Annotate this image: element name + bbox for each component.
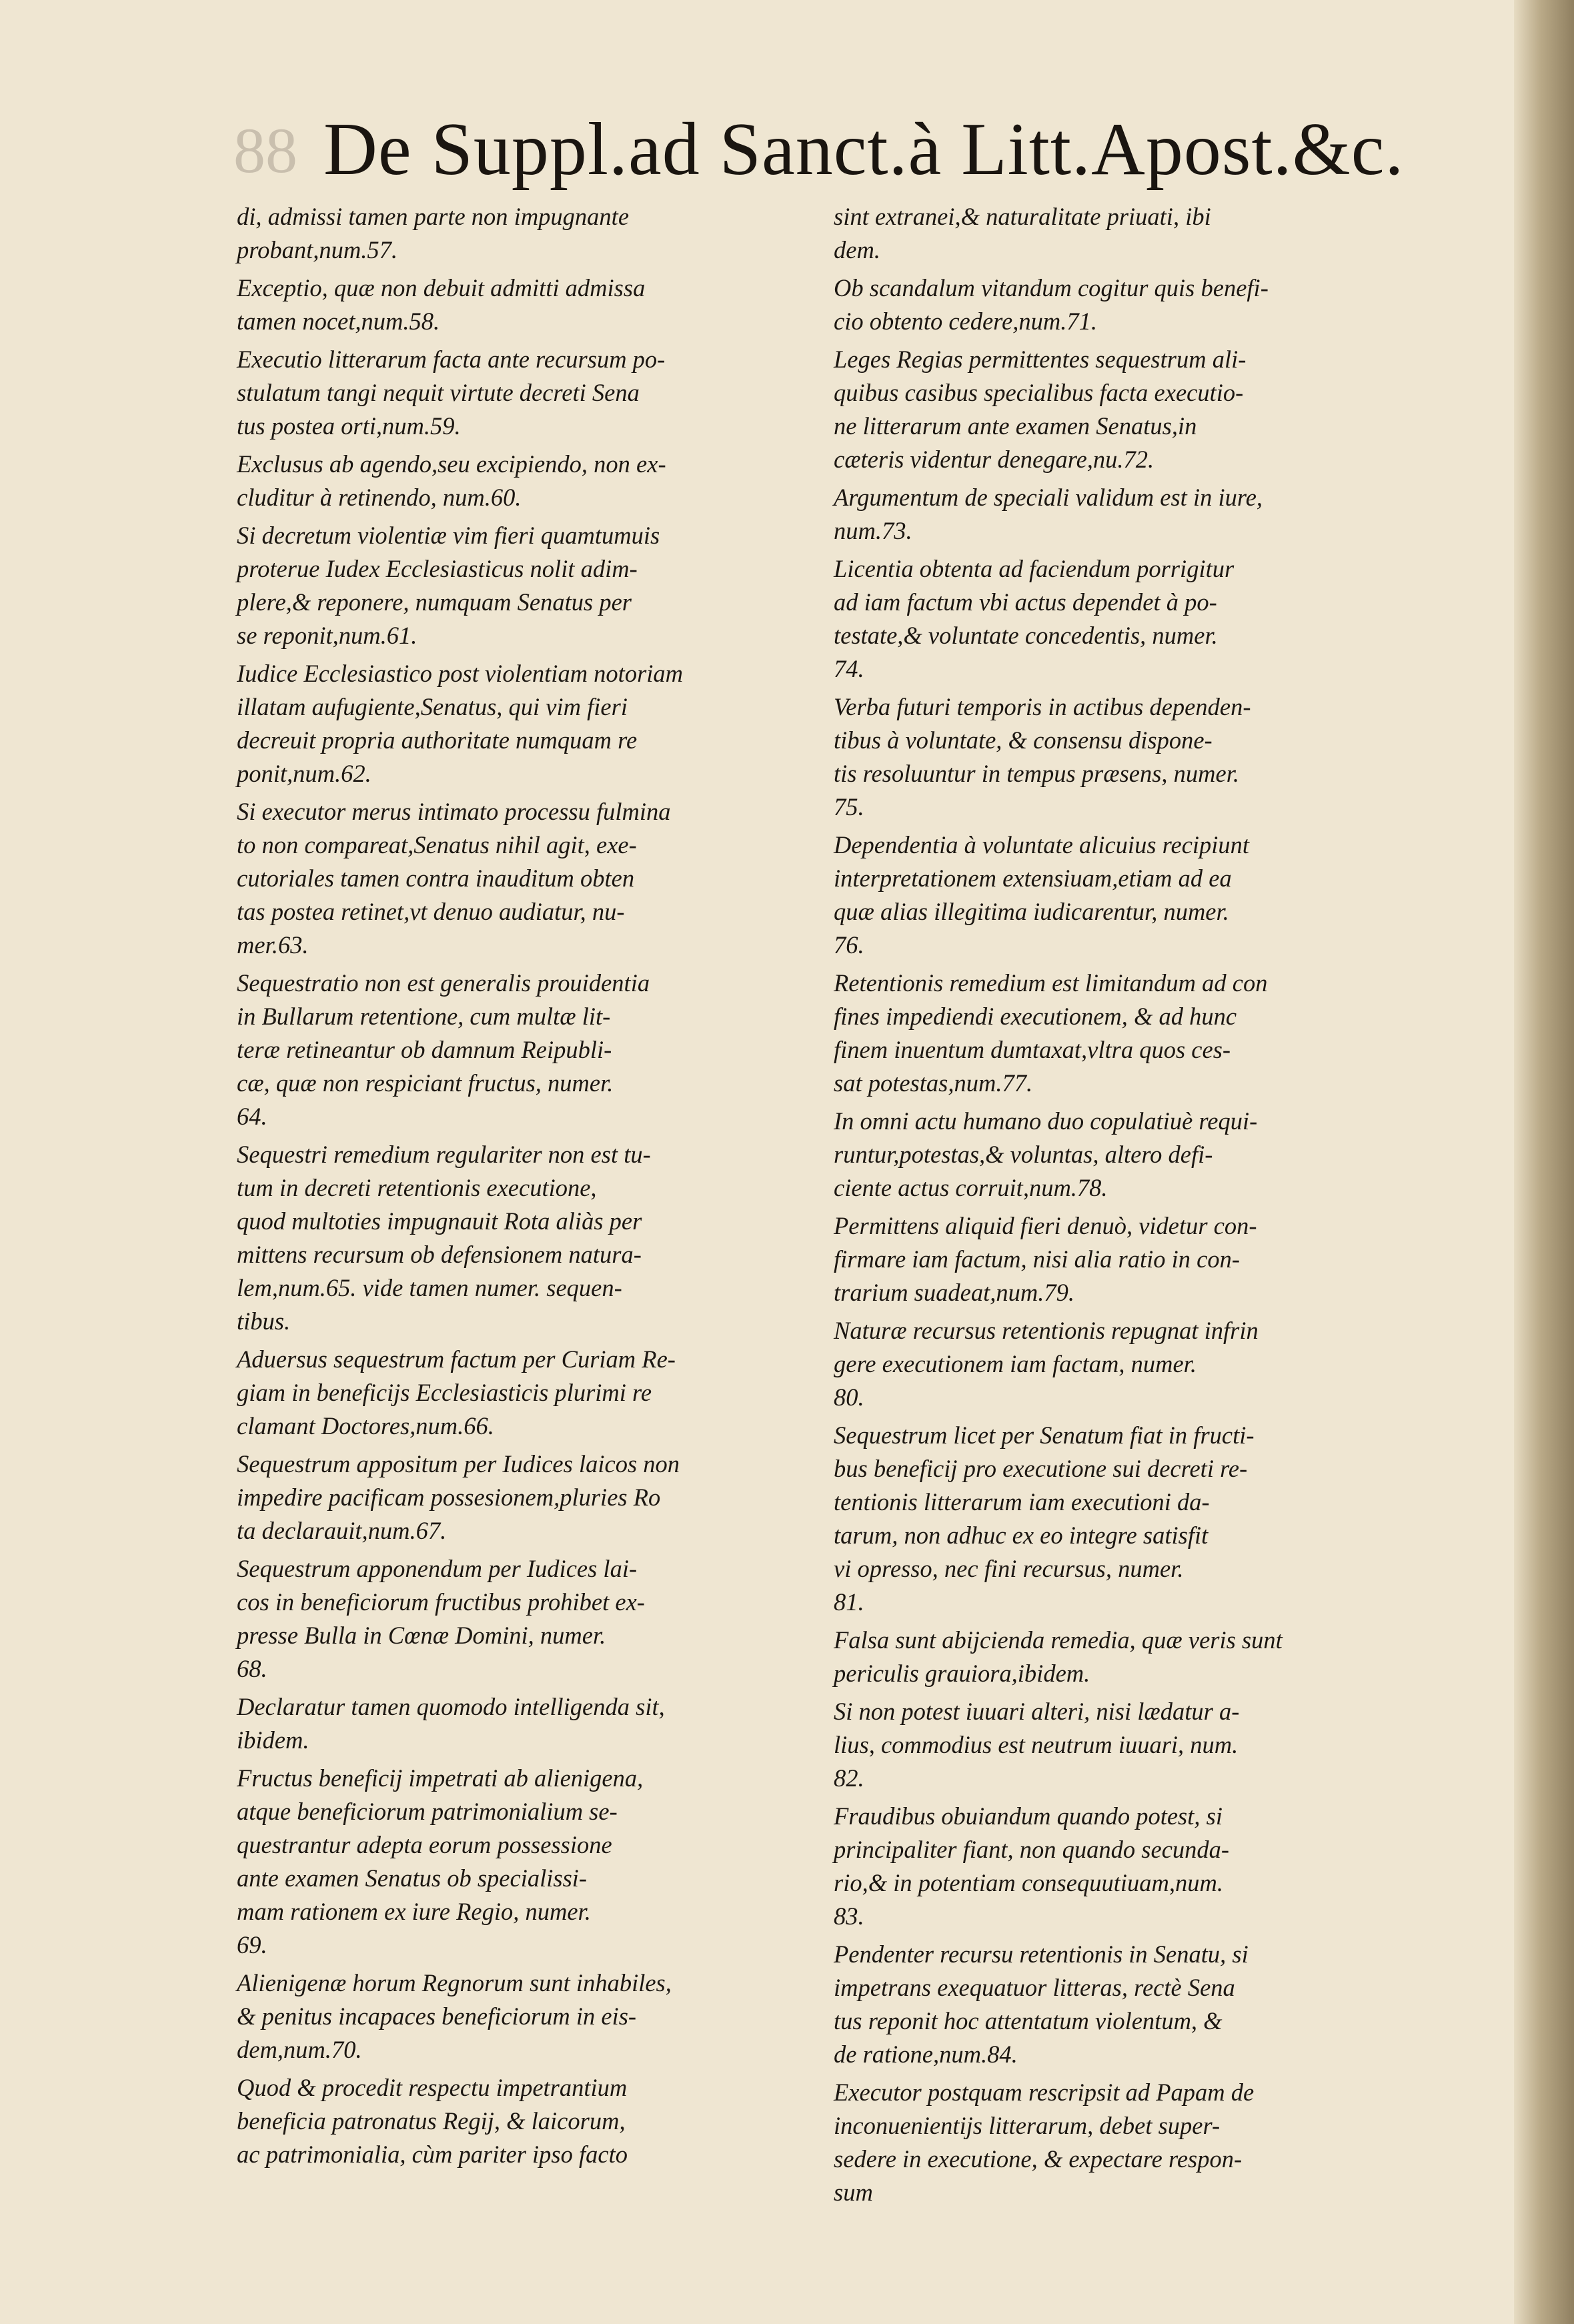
index-entry	[834, 1800, 1407, 1933]
index-entry-line: bus beneficij pro executione sui decreti re-	[834, 1455, 1248, 1482]
index-entry	[237, 1966, 810, 2067]
index-entry-line: Si executor merus intimato processu fulmina	[237, 798, 671, 825]
index-entry-line: giam in beneficijs Ecclesiasticis plurimi re	[237, 1379, 652, 1406]
index-entry-line: interpretationem extensiuam,etiam ad ea	[834, 864, 1232, 892]
index-entry-line: ponit,num.62.	[237, 760, 371, 787]
index-entry-line: Sequestri remedium regulariter non est tu-	[237, 1141, 651, 1168]
index-entry	[237, 657, 810, 790]
index-entry	[834, 200, 1407, 267]
page-number: 88	[233, 115, 297, 186]
index-entry-line: cæ, quæ non respiciant fructus, numer.	[237, 1069, 614, 1097]
index-entry-line: 75.	[834, 793, 864, 820]
index-entry-line: cos in beneficiorum fructibus prohibet ex-	[237, 1588, 645, 1616]
index-entry-line: quod multoties impugnauit Rota aliàs per	[237, 1207, 642, 1235]
index-entry	[834, 481, 1407, 548]
index-entry	[237, 1552, 810, 1686]
index-entry-line: tamen nocet,num.58.	[237, 308, 440, 335]
index-entry-line: 74.	[834, 655, 864, 682]
index-entry	[834, 1419, 1407, 1619]
index-entry	[834, 2076, 1407, 2209]
index-entry-line: Verba futuri temporis in actibus dependen-	[834, 693, 1251, 720]
index-entry-line: cluditur à retinendo, num.60.	[237, 484, 522, 511]
index-entry-line: Sequestrum licet per Senatum fiat in fructi-	[834, 1421, 1255, 1449]
index-entry-line: ne litterarum ante examen Senatus,in	[834, 412, 1197, 440]
index-entry-line: tas postea retinet,vt denuo audiatur, nu-	[237, 898, 625, 925]
index-entry-line: cio obtento cedere,num.71.	[834, 308, 1097, 335]
index-entry-line: inconuenientijs litterarum, debet super-	[834, 2112, 1221, 2139]
index-entry-line: Dependentia à voluntate alicuius recipiunt	[834, 831, 1250, 858]
index-entry-line: 68.	[237, 1655, 267, 1682]
index-entry-line: testate,& voluntate concedentis, numer.	[834, 622, 1218, 649]
index-entry-line: Executio litterarum facta ante recursum po-	[237, 346, 666, 373]
index-entry-line: stulatum tangi nequit virtute decreti Sena	[237, 379, 640, 406]
index-entry-line: ciente actus corruit,num.78.	[834, 1174, 1108, 1201]
index-entry-line: probant,num.57.	[237, 236, 398, 263]
index-entry	[237, 2071, 810, 2171]
index-entry-line: 80.	[834, 1383, 864, 1411]
index-entry-line: mittens recursum ob defensionem natura-	[237, 1241, 642, 1268]
index-entry-line: periculis grauiora,ibidem.	[834, 1660, 1090, 1687]
index-entry-line: Leges Regias permittentes sequestrum ali-	[834, 346, 1247, 373]
index-entry	[237, 343, 810, 443]
index-entry-line: teræ retineantur ob damnum Reipubli-	[237, 1036, 612, 1063]
index-entry-line: Pendenter recursu retentionis in Senatu, si	[834, 1940, 1249, 1968]
index-entry-line: clamant Doctores,num.66.	[237, 1412, 494, 1439]
index-entry-line: se reponit,num.61.	[237, 622, 418, 649]
index-entry-line: plere,& reponere, numquam Senatus per	[237, 588, 632, 616]
index-entry-line: Permittens aliquid fieri denuò, videtur con-	[834, 1212, 1257, 1239]
index-entry	[834, 1209, 1407, 1309]
index-entry-line: Licentia obtenta ad faciendum porrigitur	[834, 555, 1235, 582]
index-entry	[834, 828, 1407, 962]
index-entry-line: tibus à voluntate, & consensu dispone-	[834, 726, 1213, 754]
index-entry	[834, 967, 1407, 1100]
index-entry-line: Sequestratio non est generalis prouidentia	[237, 969, 650, 997]
index-entry-line: ad iam factum vbi actus dependet à po-	[834, 588, 1217, 616]
index-entry-line: tibus.	[237, 1307, 291, 1335]
index-entry-line: Declaratur tamen quomodo intelligenda sit,	[237, 1693, 665, 1720]
index-entry-line: Quod & procedit respectu impetrantium	[237, 2074, 628, 2101]
index-entry-line: Fructus beneficij impetrati ab alienigena,	[237, 1764, 644, 1792]
index-entry-line: Exceptio, quæ non debuit admitti admissa	[237, 274, 646, 302]
index-entry	[834, 552, 1407, 686]
index-entry-line: questrantur adepta eorum possessione	[237, 1831, 612, 1858]
index-entry-line: presse Bulla in Cœnæ Domini, numer.	[237, 1622, 606, 1649]
index-entry-line: rio,& in potentiam consequutiuam,num.	[834, 1869, 1223, 1896]
index-entry-line: Si non potest iuuari alteri, nisi lædatur a-	[834, 1698, 1240, 1725]
index-entry-line: sum	[834, 2179, 873, 2206]
index-entry-line: Falsa sunt abijcienda remedia, quæ veris sunt	[834, 1626, 1283, 1654]
index-entry	[237, 1343, 810, 1443]
index-entry-line: ante examen Senatus ob specialissi-	[237, 1864, 588, 1892]
index-entry	[834, 1695, 1407, 1795]
index-entry-line: Exclusus ab agendo,seu excipiendo, non ex-	[237, 450, 666, 478]
index-entry-line: num.73.	[834, 517, 912, 544]
index-entry-line: Retentionis remedium est limitandum ad con	[834, 969, 1268, 997]
index-entry-line: ibidem.	[237, 1726, 309, 1754]
index-entry-line: in Bullarum retentione, cum multæ lit-	[237, 1003, 611, 1030]
index-entry-line: lem,num.65. vide tamen numer. sequen-	[237, 1274, 622, 1301]
index-entry-line: tus postea orti,num.59.	[237, 412, 461, 440]
index-entry	[237, 1447, 810, 1548]
index-entry-line: dem,num.70.	[237, 2036, 362, 2063]
index-entry-line: mer.63.	[237, 931, 309, 959]
index-entry	[237, 519, 810, 652]
index-entry-line: cæteris videntur denegare,nu.72.	[834, 446, 1154, 473]
index-entry	[237, 271, 810, 338]
index-entry	[237, 1762, 810, 1962]
index-entry	[834, 1314, 1407, 1414]
index-entry-line: beneficia patronatus Regij, & laicorum,	[237, 2107, 626, 2135]
page-edge-shadow	[1514, 0, 1574, 2324]
index-column-right	[834, 200, 1407, 2214]
index-entry-line: de ratione,num.84.	[834, 2041, 1018, 2068]
index-entry	[834, 1938, 1407, 2071]
index-entry-line: cutoriales tamen contra inauditum obten	[237, 864, 635, 892]
index-entry	[237, 200, 810, 267]
index-entry-line: mam rationem ex iure Regio, numer.	[237, 1898, 591, 1925]
index-entry-line: 76.	[834, 931, 864, 959]
index-entry-line: finem inuentum dumtaxat,vltra quos ces-	[834, 1036, 1231, 1063]
index-entry	[834, 343, 1407, 476]
index-entry-line: Naturæ recursus retentionis repugnat infrin	[834, 1317, 1259, 1344]
index-entry-line: tis resoluuntur in tempus præsens, numer.	[834, 760, 1240, 787]
index-entry-line: quibus casibus specialibus facta executio-	[834, 379, 1244, 406]
index-entry-line: lius, commodius est neutrum iuuari, num.	[834, 1731, 1239, 1758]
index-entry	[834, 271, 1407, 338]
index-entry-line: impedire pacificam possesionem,pluries Ro	[237, 1484, 661, 1511]
index-entry	[237, 795, 810, 962]
index-entry-line: dem.	[834, 236, 880, 263]
index-entry-line: impetrans exequatuor litteras, rectè Sena	[834, 1974, 1235, 2001]
index-entry-line: proterue Iudex Ecclesiasticus nolit adim-	[237, 555, 638, 582]
index-entry-line: 64.	[237, 1103, 267, 1130]
index-entry-line: tum in decreti retentionis executione,	[237, 1174, 597, 1201]
index-entry-line: Executor postquam rescripsit ad Papam de	[834, 2079, 1255, 2106]
index-entry	[237, 1690, 810, 1757]
index-entry-line: 69.	[237, 1931, 267, 1958]
index-entry-line: Alienigenæ horum Regnorum sunt inhabiles,	[237, 1969, 672, 1996]
index-entry	[237, 967, 810, 1133]
index-entry-line: Iudice Ecclesiastico post violentiam notoriam	[237, 660, 684, 687]
index-entry-line: trarium suadeat,num.79.	[834, 1279, 1074, 1306]
index-entry-line: In omni actu humano duo copulatiuè requi-	[834, 1107, 1258, 1135]
index-entry-line: gere executionem iam factam, numer.	[834, 1350, 1197, 1377]
index-entry-line: principaliter fiant, non quando secunda-	[834, 1836, 1230, 1863]
index-entry-line: decreuit propria authoritate numquam re	[237, 726, 638, 754]
running-title: De Suppl.ad Sanct.à Litt.Apost.&c.	[323, 108, 1405, 191]
index-entry-line: fines impediendi executionem, & ad hunc	[834, 1003, 1237, 1030]
index-entry-line: quæ alias illegitima iudicarentur, numer.	[834, 898, 1229, 925]
index-entry-line: ta declarauit,num.67.	[237, 1517, 447, 1544]
index-entry-line: tus reponit hoc attentatum violentum, &	[834, 2007, 1223, 2035]
index-entry-line: sedere in executione, & expectare respon-	[834, 2145, 1243, 2173]
index-entry	[237, 448, 810, 514]
index-entry-line: sat potestas,num.77.	[834, 1069, 1033, 1097]
index-entry-line: 81.	[834, 1588, 864, 1616]
index-entry-line: Sequestrum appositum per Iudices laicos non	[237, 1450, 680, 1478]
index-entry-line: ac patrimonialia, cùm pariter ipso facto	[237, 2141, 628, 2168]
index-entry-line: 82.	[834, 1764, 864, 1792]
index-entry-line: vi opresso, nec fini recursus, numer.	[834, 1555, 1184, 1582]
index-entry	[834, 1105, 1407, 1205]
index-entry-line: atque beneficiorum patrimonialium se-	[237, 1798, 618, 1825]
index-entry-line: tarum, non adhuc ex eo integre satisfit	[834, 1522, 1209, 1549]
index-entry-line: & penitus incapaces beneficiorum in eis-	[237, 2002, 637, 2030]
index-entry	[834, 690, 1407, 824]
index-entry-line: firmare iam factum, nisi alia ratio in con-	[834, 1245, 1240, 1273]
index-entry-line: sint extranei,& naturalitate priuati, ibi	[834, 203, 1211, 230]
page-header	[233, 107, 1405, 200]
index-entry-line: Fraudibus obuiandum quando potest, si	[834, 1802, 1223, 1830]
index-entry-line: Argumentum de speciali validum est in iure,	[834, 484, 1263, 511]
index-entry-line: 83.	[834, 1902, 864, 1930]
index-entry-line: Aduersus sequestrum factum per Curiam Re-	[237, 1345, 676, 1373]
index-entry	[237, 1138, 810, 1338]
index-entry-line: di, admissi tamen parte non impugnante	[237, 203, 630, 230]
index-entry-line: Ob scandalum vitandum cogitur quis benefi-	[834, 274, 1269, 302]
index-entry-line: to non compareat,Senatus nihil agit, exe-	[237, 831, 637, 858]
index-entry-line: illatam aufugiente,Senatus, qui vim fieri	[237, 693, 628, 720]
index-entry-line: tentionis litterarum iam executioni da-	[834, 1488, 1210, 1516]
index-entry-line: Si decretum violentiæ vim fieri quamtumuis	[237, 522, 660, 549]
index-entry	[834, 1624, 1407, 1690]
index-entry-line: runtur,potestas,& voluntas, altero defi-	[834, 1141, 1213, 1168]
index-entry-line: Sequestrum apponendum per Iudices lai-	[237, 1555, 638, 1582]
index-column-left	[237, 200, 810, 2176]
